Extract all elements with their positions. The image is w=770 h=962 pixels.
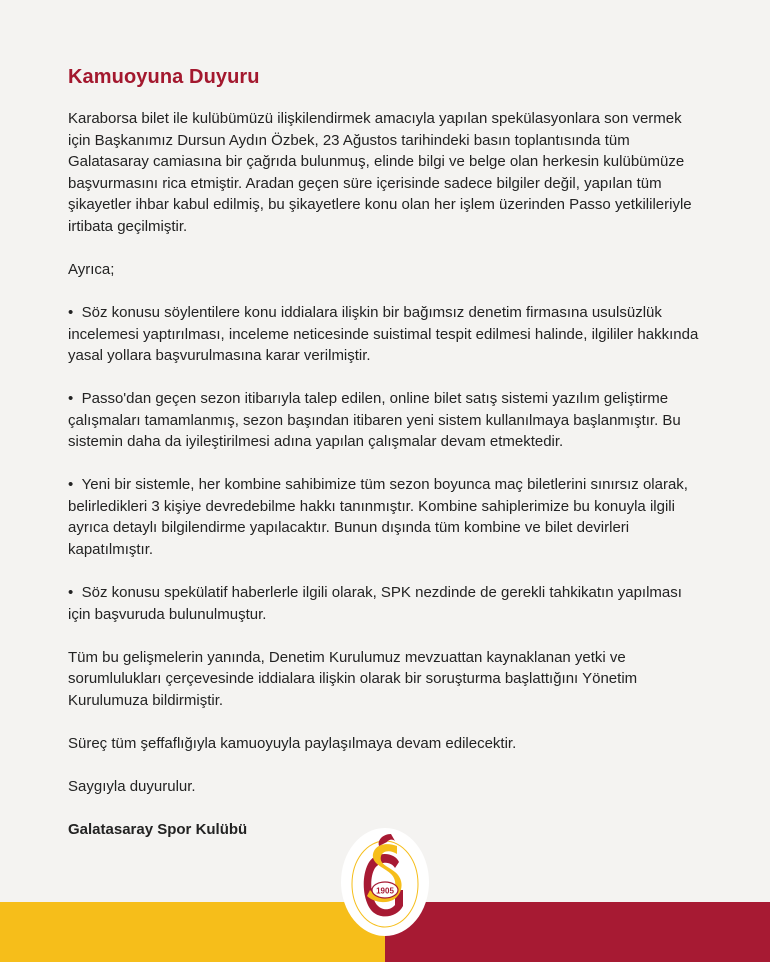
announcement-body: [68, 108, 708, 862]
footer-yellow-band: [0, 902, 385, 962]
bullet-text: • Söz konusu söylentilere konu iddialara ilişkin bir bağımsız denetim firmasına usulsüzlük incelemesi yaptırılması, inceleme neticesinde suistimal tespit edilmesi halinde, ilgililer hakkında yasal yollara başvurulmasına karar verilmiştir.: [68, 304, 698, 364]
denetim-paragraph: Tüm bu gelişmelerin yanında, Denetim Kurulumuz mevzuattan kaynaklanan yetki ve sorumlulukları çerçevesinde iddialara ilişkin olarak bir soruşturma başlattığını Yönetim Kurulumuza bildirmiştir.: [68, 648, 638, 709]
bullet-item-spk: [68, 582, 708, 625]
intro-paragraph: Karaborsa bilet ile kulübümüzü ilişkilendirmek amacıyla yapılan spekülasyonlara son vermek için Başkanımız Dursun Aydın Özbek, 23 Ağustos tarihindeki basın toplantısında tüm Galatasaray camiasına bir çağrıda bulunmuş, elinde bilgi ve belge olan herkesin kulübümüze başvurmasını rica etmiştir. Aradan geçen süre içerisinde sadece bilgiler değil, yapılan tüm şikayetler ihbar kabul edilmiş, bu şikayetlere konu olan her işlem üzerinden Passo yetkilileriyle irtibata geçilmiştir.: [68, 110, 692, 235]
crest-year: 1905: [376, 886, 394, 896]
bullet-text: • Passo'dan geçen sezon itibarıyla talep edilen, online bilet satış sistemi yazılım geliştirme çalışmaları tamamlanmış, sezon başından itibaren yeni sistem kullanılmaya başlanmıştır. Bu sistemin daha da iyileştirilmesi adına yapılan çalışmalar devam etmektedir.: [68, 390, 681, 450]
page-title: Kamuoyuna Duyuru: [68, 66, 260, 88]
surec-paragraph: Süreç tüm şeffaflığıyla kamuoyuyla paylaşılmaya devam edilecektir.: [68, 734, 517, 752]
closing-paragraph: Saygıyla duyurulur.: [68, 777, 196, 795]
bullet-item-kombine: [68, 474, 708, 560]
bullet-text: • Söz konusu spekülatif haberlerle ilgili olarak, SPK nezdinde de gerekli tahkikatın yapılması için başvuruda bulunulmuştur.: [68, 584, 682, 623]
bullet-item-audit: [68, 302, 708, 367]
ayrica-paragraph: Ayrıca;: [68, 260, 115, 278]
bullet-item-system: [68, 388, 708, 453]
footer-red-band: [385, 902, 770, 962]
galatasaray-crest-icon: [337, 826, 433, 938]
signature: Galatasaray Spor Kulübü: [68, 820, 248, 838]
bullet-text: • Yeni bir sistemle, her kombine sahibimize tüm sezon boyunca maç biletlerini sınırsız olarak, belirledikleri 3 kişiye devredebilme hakkı tanınmıştır. Kombine sahiplerimize bu konuyla ilgili ayrıca detaylı bilgilendirme yapılacaktır. Bunun dışında tüm kombine ve bilet devirleri kapatılmıştır.: [68, 476, 688, 558]
